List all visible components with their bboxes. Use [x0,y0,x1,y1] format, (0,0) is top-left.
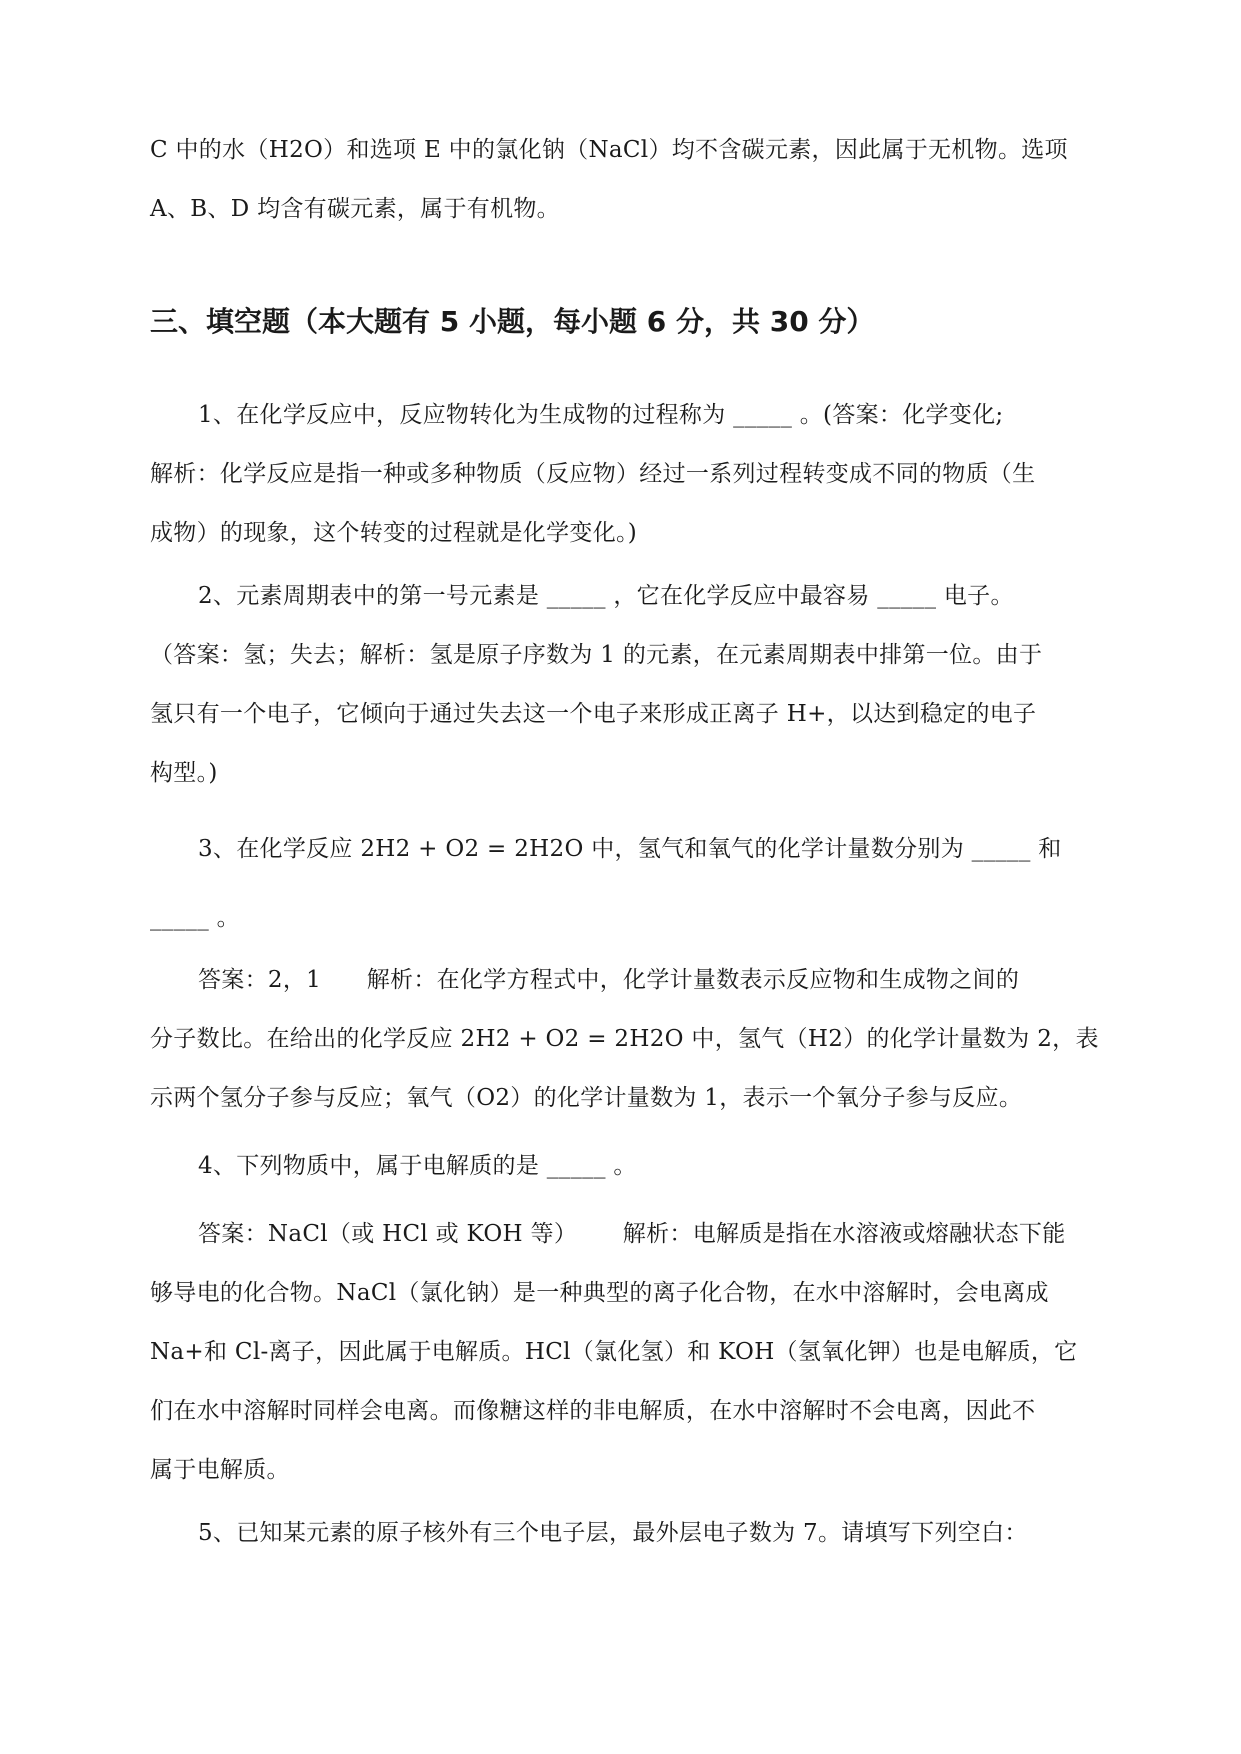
q4-answer-line-2: 够导电的化合物。NaCl（氯化钠）是一种典型的离子化合物，在水中溶解时，会电离成 [150,1280,1049,1306]
q2-line-4: 构型。) [150,760,218,786]
q2-line-2: （答案：氢；失去；解析：氢是原子序数为 1 的元素，在元素周期表中排第一位。由于 [150,642,1043,668]
q4-answer-line-5: 属于电解质。 [150,1457,290,1483]
q3-line-1: 3、在化学反应 2H2 + O2 = 2H2O 中，氢气和氧气的化学计量数分别为 _____ 和 [198,836,1062,862]
q3-answer-line-1: 答案：2，1 解析：在化学方程式中，化学计量数表示反应物和生成物之间的 [198,967,1020,993]
q1-line-2: 解析：化学反应是指一种或多种物质（反应物）经过一系列过程转变成不同的物质（生 [150,461,1036,487]
q3-answer-line-2: 分子数比。在给出的化学反应 2H2 + O2 = 2H2O 中，氢气（H2）的化学计量数为 2，表 [150,1026,1099,1052]
q4-answer-line-3: Na+和 Cl-离子，因此属于电解质。HCl（氯化氢）和 KOH（氢氧化钾）也是电解质，它 [150,1339,1078,1365]
intro-line-1: C 中的水（H2O）和选项 E 中的氯化钠（NaCl）均不含碳元素，因此属于无机物。选项 [150,137,1068,163]
q4-answer-line-1: 答案：NaCl（或 HCl 或 KOH 等） 解析：电解质是指在水溶液或熔融状态下能 [198,1221,1066,1247]
intro-line-2: A、B、D 均含有碳元素，属于有机物。 [150,196,560,222]
section-title: 三、填空题（本大题有 5 小题，每小题 6 分，共 30 分） [150,305,875,338]
q4-line-1: 4、下列物质中，属于电解质的是 _____ 。 [198,1153,637,1179]
q3-line-2: _____ 。 [150,905,240,931]
q1-line-3: 成物）的现象，这个转变的过程就是化学变化。) [150,520,638,546]
q2-line-3: 氢只有一个电子，它倾向于通过失去这一个电子来形成正离子 H+，以达到稳定的电子 [150,701,1037,727]
q3-answer-line-3: 示两个氢分子参与反应；氧气（O2）的化学计量数为 1，表示一个氧分子参与反应。 [150,1085,1023,1111]
q2-line-1: 2、元素周期表中的第一号元素是 _____ ，它在化学反应中最容易 _____ 电子。 [198,583,1014,609]
q5-line-1: 5、已知某元素的原子核外有三个电子层，最外层电子数为 7。请填写下列空白： [198,1520,1028,1546]
q4-answer-line-4: 们在水中溶解时同样会电离。而像糖这样的非电解质，在水中溶解时不会电离，因此不 [150,1398,1036,1424]
q1-line-1: 1、在化学反应中，反应物转化为生成物的过程称为 _____ 。(答案：化学变化; [198,402,1004,428]
